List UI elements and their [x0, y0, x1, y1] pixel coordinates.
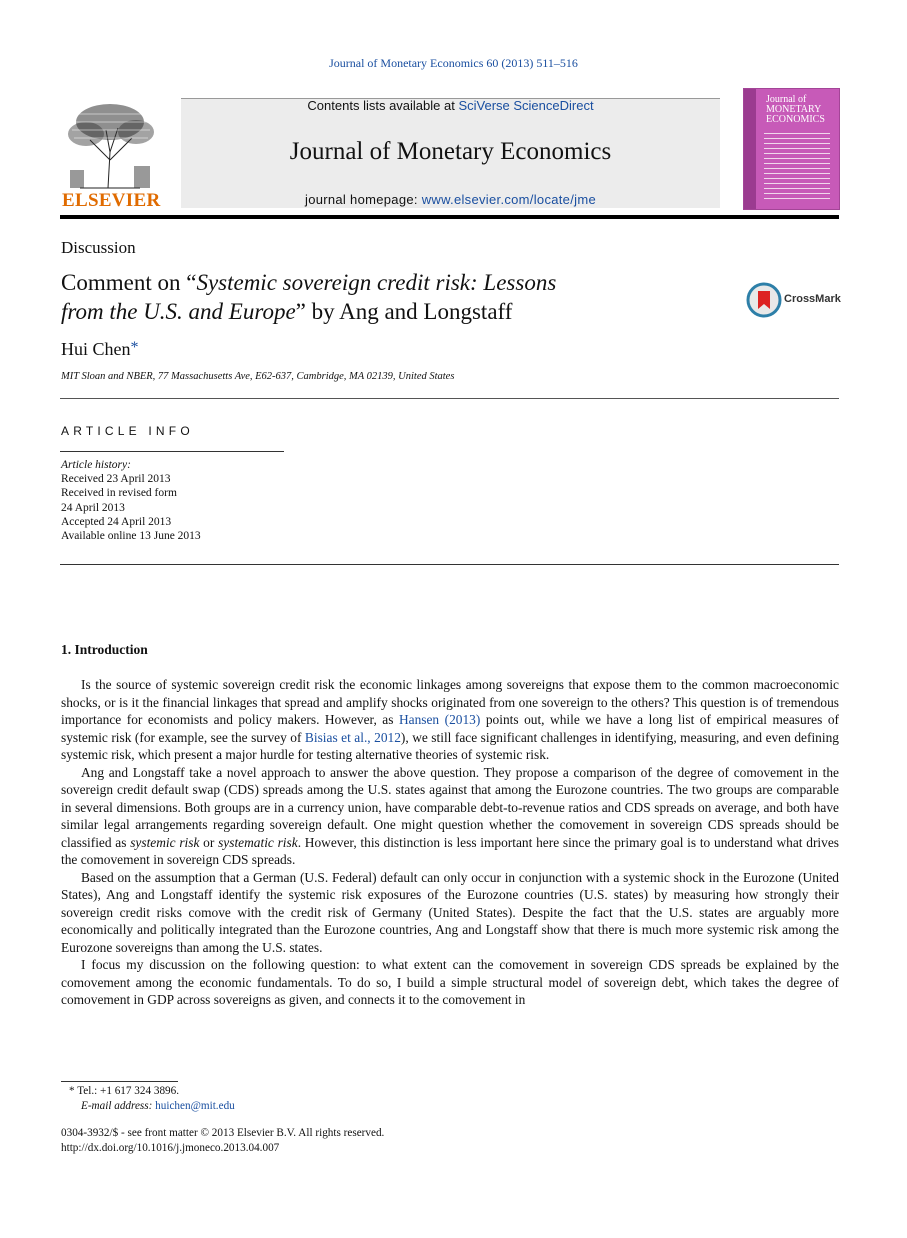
- cover-title-3: ECONOMICS: [766, 114, 825, 125]
- title-italic-1: Systemic sovereign credit risk: Lessons: [196, 270, 557, 295]
- footnote-tel: * Tel.: +1 617 324 3896.: [69, 1085, 180, 1097]
- divider: [60, 564, 839, 565]
- citation-link-bisias[interactable]: Bisias et al., 2012: [304, 729, 401, 745]
- journal-homepage-line: [181, 192, 720, 207]
- history-revised: Received in revised form: [61, 487, 177, 500]
- section-heading-introduction: 1. Introduction: [61, 642, 148, 657]
- text-run: or: [199, 834, 219, 850]
- title-italic-2: from the U.S. and Europe: [61, 299, 296, 324]
- footnotes: [61, 1084, 235, 1114]
- publisher-wordmark: ELSEVIER: [62, 190, 161, 211]
- text-run: . However, this distinction is less important here since the primary goal is to understand what drives the comovement in sovereign CDS spreads.: [61, 834, 839, 867]
- contents-prefix: Contents lists available at: [307, 98, 459, 113]
- section-type: Discussion: [61, 238, 136, 257]
- footnote-email: [61, 1099, 235, 1114]
- title-prefix: Comment on “: [61, 270, 197, 295]
- history-label: Article history:: [61, 459, 131, 471]
- paragraph-3: Based on the assumption that a German (U.S. Federal) default can only occur in conjunction with a systemic shock in the Eurozone (United States), Ang and Longstaff identify the systemic risk exposures of the Eurozone countries (U.S. states) by measuring how strongly their sovereign credit risks comove with the credit risk of Germany (United States). Despite the fact that the U.S. states are arguably more economically and politically integrated than the Eurozone countries, Ang and Longstaff show that there is much more systemic risk among the Eurozone sovereigns than among the U.S. states.: [61, 869, 839, 955]
- history-accepted: Accepted 24 April 2013: [61, 515, 172, 528]
- history-online: Available online 13 June 2013: [61, 530, 201, 543]
- email-link[interactable]: huichen@mit.edu: [155, 1100, 235, 1112]
- title-suffix: ” by Ang and Longstaff: [295, 299, 513, 324]
- article-info-heading: ARTICLE INFO: [61, 424, 194, 438]
- article-info-rule: [60, 451, 284, 452]
- text-run: Ang and Longstaff take a novel approach to answer the above question. They propose a comparison of the degree of comovement in the sovereign credit default swap (CDS) spreads among the U.S. states against that among the Eurozone countries. The two groups are comparable in several dimensions. Both groups are in a currency union, have comparable debt-to-revenue ratios and CDS spreads on average, and both have similar legal arrangements regarding sovereign default. One might question whether the comovement in sovereign CDS spreads should be classified as: [61, 764, 839, 850]
- homepage-prefix: journal homepage:: [305, 192, 422, 207]
- text-run: points out, while we have a long list of empirical measures of systemic risk (for example, see the survey of: [61, 712, 839, 745]
- email-label: E-mail address:: [81, 1100, 156, 1112]
- crossmark-label[interactable]: CrossMark: [784, 293, 841, 305]
- author-name: [61, 339, 139, 360]
- copyright-line: 0304-3932/$ - see front matter © 2013 Elsevier B.V. All rights reserved.: [61, 1127, 385, 1139]
- article-history: [61, 458, 201, 543]
- author-affiliation: MIT Sloan and NBER, 77 Massachusetts Ave, E62-637, Cambridge, MA 02139, United States: [61, 371, 455, 382]
- body-text: [61, 676, 839, 1009]
- text-run: ), we still face significant challenges in identifying, measuring, and even defining systemic risk, which present a major hurdle for testing alternative theories of systemic risk.: [61, 729, 839, 762]
- header-rule: [60, 215, 839, 219]
- doi-line[interactable]: http://dx.doi.org/10.1016/j.jmoneco.2013.04.007: [61, 1142, 280, 1154]
- homepage-link[interactable]: www.elsevier.com/locate/jme: [421, 192, 596, 207]
- cover-title-1: Journal of: [766, 94, 807, 105]
- journal-title: Journal of Monetary Economics: [289, 138, 612, 165]
- paragraph-2: [61, 764, 839, 869]
- journal-citation[interactable]: Journal of Monetary Economics 60 (2013) 511–516: [329, 56, 578, 70]
- crossmark-icon: [746, 282, 782, 318]
- italic-term: systemic risk: [130, 834, 200, 850]
- divider: [60, 398, 839, 399]
- paragraph-1: [61, 676, 839, 764]
- article-title: [61, 268, 681, 326]
- author-footnote-mark[interactable]: *: [130, 339, 139, 356]
- text-run: Is the source of systemic sovereign credit risk the economic linkages among sovereigns that expose them to the common macroeconomic shocks, or is it the financial linkages that spread and amplify shocks originated from one sovereign to the others? This question is of tremendous importance for economists and policy makers. However, as: [61, 677, 839, 727]
- footnote-rule: [61, 1081, 178, 1082]
- history-received: Received 23 April 2013: [61, 473, 171, 486]
- journal-cover-thumbnail[interactable]: [743, 88, 840, 210]
- author-text: Hui Chen: [61, 339, 131, 359]
- paragraph-4: I focus my discussion on the following question: to what extent can the comovement in sovereign CDS spreads be explained by the comovement among the economic fundamentals. To do so, I build a simple structural model of sovereign debt, which takes the degree of comovement in GDP across sovereigns as given, and connects it to the comovement in: [61, 957, 839, 1007]
- cover-title-2: MONETARY: [766, 104, 822, 115]
- elsevier-tree-icon: [60, 100, 162, 190]
- citation-link-hansen[interactable]: Hansen (2013): [398, 712, 481, 727]
- contents-available-line: [181, 98, 720, 113]
- sciencedirect-link[interactable]: SciVerse ScienceDirect: [458, 98, 594, 113]
- copyright-block: [61, 1126, 384, 1156]
- history-revised-date: 24 April 2013: [61, 501, 125, 514]
- italic-term: systematic risk: [218, 834, 298, 850]
